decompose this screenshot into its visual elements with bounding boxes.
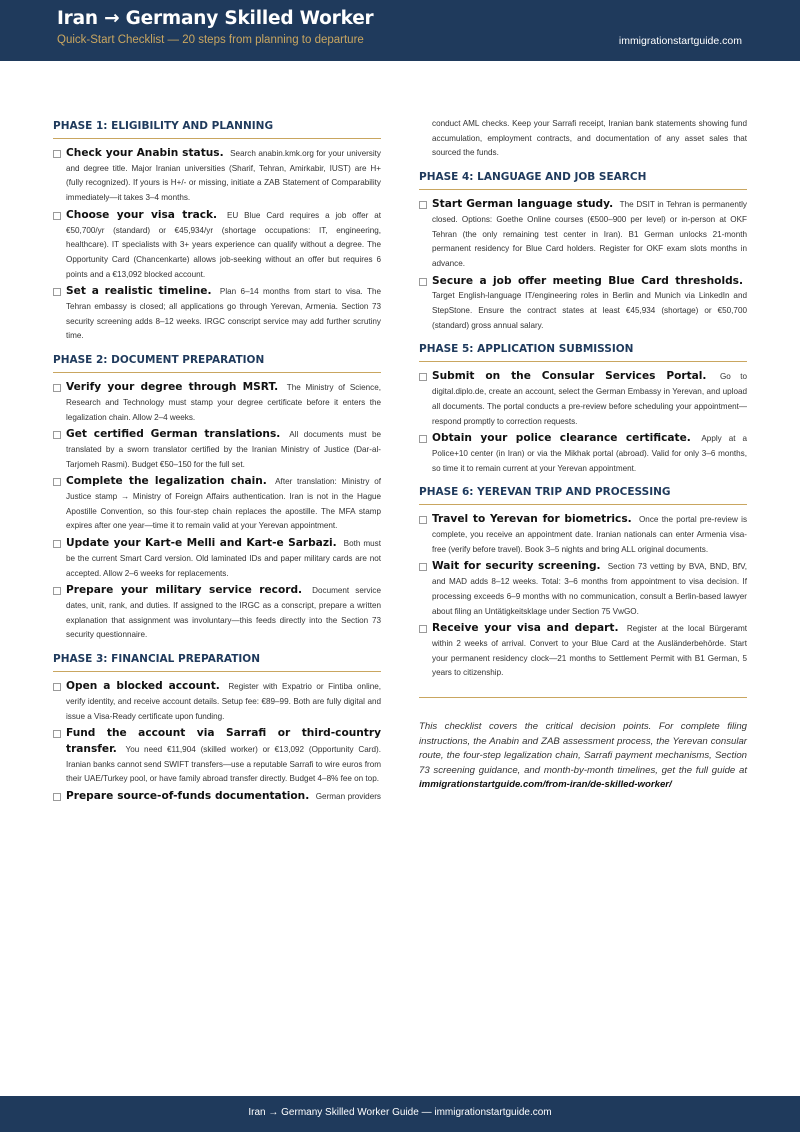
checkbox-icon[interactable] bbox=[53, 288, 61, 296]
checkbox-icon[interactable] bbox=[53, 540, 61, 548]
header-site-link[interactable]: immigrationstartguide.com bbox=[618, 35, 742, 47]
checklist-item: Choose your visa track. EU Blue Card requires a job offer at €50,700/yr (standard) or €45,934/yr (shortage occupations: IT, engineering, healthcare). IT specialists with 3+ years experience can qualify without a degree. The Opportunity Card (Chancenkarte) allows job-seeking without an offer but requires 6 points and a €13,092 blocked account. bbox=[53, 208, 381, 283]
checklist-item: Fund the account via Sarrafi or third-country transfer. You need €11,904 (skilled worker) or €13,092 (Opportunity Card). Iranian banks cannot send SWIFT transfers—use a reputable Sarrafi to wire euros from their UAE/Turkey pool, or have family abroad transfer directly. Budget 4–8% fee on top. bbox=[53, 726, 381, 787]
phase-5-heading: PHASE 5: APPLICATION SUBMISSION bbox=[419, 335, 747, 362]
phase-2-heading: PHASE 2: DOCUMENT PREPARATION bbox=[53, 346, 381, 373]
checklist-item: Submit on the Consular Services Portal. Go to digital.diplo.de, create an account, select the German Embassy in Yerevan, and upload all documents. The portal conducts a pre-review before scheduling your appointment—respond promptly to correction requests. bbox=[419, 369, 747, 429]
checkbox-icon[interactable] bbox=[419, 563, 427, 571]
checklist-item: Complete the legalization chain. After translation: Ministry of Justice stamp → Ministry of Foreign Affairs authentication. Iran is not in the Hague Apostille Convention, so this four-step chain replaces the apostille. The MFA stamp expires after one year—time it to remain valid at your Yerevan appointment. bbox=[53, 474, 381, 534]
checklist-item: Verify your degree through MSRT. The Ministry of Science, Research and Technology must stamp your degree certificate before it enters the legalization chain. Allow 2–4 weeks. bbox=[53, 380, 381, 425]
checkbox-icon[interactable] bbox=[419, 625, 427, 633]
checklist-item: Travel to Yerevan for biometrics. Once the portal pre-review is complete, you receive an appointment date. Iranian nationals can enter Armenia visa-free (verify before travel). Book 3–5 nights and bring ALL original documents. bbox=[419, 512, 747, 557]
checklist-item: Wait for security screening. Section 73 vetting by BVA, BND, BfV, and MAD adds 8–12 weeks. Total: 3–6 months from appointment to visa decision. If processing exceeds 6–9 months with no communication, consult a Berlin-based lawyer about filing an Untätigkeitsklage under Section 75 VwGO. bbox=[419, 559, 747, 619]
checklist-item: Update your Kart-e Melli and Kart-e Sarbazi. Both must be the current Smart Card version. Old laminated IDs and paper military cards are not accepted. Allow 2–6 weeks for replacements. bbox=[53, 536, 381, 581]
checkbox-icon[interactable] bbox=[53, 730, 61, 738]
phase-4-heading: PHASE 4: LANGUAGE AND JOB SEARCH bbox=[419, 163, 747, 190]
checkbox-icon[interactable] bbox=[419, 373, 427, 381]
checkbox-icon[interactable] bbox=[53, 793, 61, 801]
checklist-item: Secure a job offer meeting Blue Card thresholds. Target English-language IT/engineering roles in Berlin and Munich via LinkedIn and StepStone. Ensure the contract states at least €45,934 (shortage) or €50,700 (standard) gross annual salary. bbox=[419, 274, 747, 334]
checkbox-icon[interactable] bbox=[419, 435, 427, 443]
right-column bbox=[419, 119, 747, 793]
checklist-item: Start German language study. The DSIT in Tehran is permanently closed. Options: Goethe Online courses (€500–900 per level) or in-person at OKF Tehran (the only remaining test center in Iran). B1 German unlocks 21-month permanent residency for Blue Card holders. Register for OKF exam slots months in advance. bbox=[419, 197, 747, 272]
phase-1-heading: PHASE 1: ELIGIBILITY AND PLANNING bbox=[53, 112, 381, 139]
divider bbox=[419, 697, 747, 698]
left-column bbox=[53, 112, 381, 807]
checkbox-icon[interactable] bbox=[53, 384, 61, 392]
page-subtitle: Quick-Start Checklist — 20 steps from planning to departure bbox=[57, 34, 364, 46]
phase-3-heading: PHASE 3: FINANCIAL PREPARATION bbox=[53, 645, 381, 672]
page-title: Iran → Germany Skilled Worker bbox=[57, 8, 374, 29]
checkbox-icon[interactable] bbox=[53, 150, 61, 158]
checkbox-icon[interactable] bbox=[53, 212, 61, 220]
checkbox-icon[interactable] bbox=[53, 587, 61, 595]
checkbox-icon[interactable] bbox=[53, 683, 61, 691]
checklist-item: Receive your visa and depart. Register at the local Bürgeramt within 2 weeks of arrival. Convert to your Blue Card at the Ausländerbehörde. Start your permanent residency clock—21 months to Settlement Permit with B1 German, 5 years to citizenship. bbox=[419, 621, 747, 681]
checklist-item: Set a realistic timeline. Plan 6–14 months from start to visa. The Tehran embassy is closed; all applications go through Yerevan, Armenia. Section 73 security screening adds 8–12 weeks. IRGC conscript service may add further scrutiny time. bbox=[53, 284, 381, 344]
checkbox-icon[interactable] bbox=[53, 431, 61, 439]
checklist-item: Open a blocked account. Register with Expatrio or Fintiba online, verify identity, and receive account details. Setup fee: €89–99. Both are fully digital and issue a Visa-Ready certificate upon funding. bbox=[53, 679, 381, 724]
header-bar bbox=[0, 0, 800, 61]
guide-link[interactable]: immigrationstartguide.com/from-iran/de-skilled-worker/ bbox=[419, 779, 672, 791]
checkbox-icon[interactable] bbox=[53, 478, 61, 486]
footer-bar bbox=[0, 1096, 800, 1132]
checkbox-icon[interactable] bbox=[419, 201, 427, 209]
checklist-item: Get certified German translations. All documents must be translated by a sworn translator certified by the Iranian Ministry of Justice (Dar-al-Tarjomeh Rasmi). Budget €50–150 for the full set. bbox=[53, 427, 381, 472]
checklist-item: Prepare source-of-funds documentation. German providers bbox=[53, 789, 381, 805]
closing-note: This checklist covers the critical decision points. For complete filing instructions, the Anabin and ZAB assessment process, the Yerevan consular route, the four-step legalization chain, Sarrafi payment mechanisms, Section 73 screening guidance, and month-by-month timelines, get the full guide at immigrationstartguide.com/from-iran/de-skilled-worker/ bbox=[419, 721, 747, 791]
item-continuation: conduct AML checks. Keep your Sarrafi receipt, Iranian bank statements showing fund accumulation, employment contracts, and documentation of any asset sales that sourced the funds. bbox=[432, 119, 747, 158]
phase-6-heading: PHASE 6: YEREVAN TRIP AND PROCESSING bbox=[419, 478, 747, 505]
checklist-item: Check your Anabin status. Search anabin.kmk.org for your university and degree title. Major Iranian universities (Sharif, Tehran, Amirkabir, IUST) are H+ (fully recognized). If yours is H+/- or missing, initiate a ZAB Statement of Comparability immediately—it takes 3–4 months. bbox=[53, 146, 381, 206]
checkbox-icon[interactable] bbox=[419, 278, 427, 286]
checklist-item: Obtain your police clearance certificate. Apply at a Police+10 center (in Iran) or via the Mikhak portal (abroad). Valid for only 3–6 months, so time it to remain current at your Yerevan appointment. bbox=[419, 431, 747, 476]
checklist-item: Prepare your military service record. Document service dates, unit, rank, and duties. If assigned to the IRGC as a conscript, prepare a written explanation that assignment was involuntary—this feeds directly into the Section 73 security questionnaire. bbox=[53, 583, 381, 643]
checkbox-icon[interactable] bbox=[419, 516, 427, 524]
footer-text: Iran → Germany Skilled Worker Guide — immigrationstartguide.com bbox=[248, 1107, 552, 1118]
